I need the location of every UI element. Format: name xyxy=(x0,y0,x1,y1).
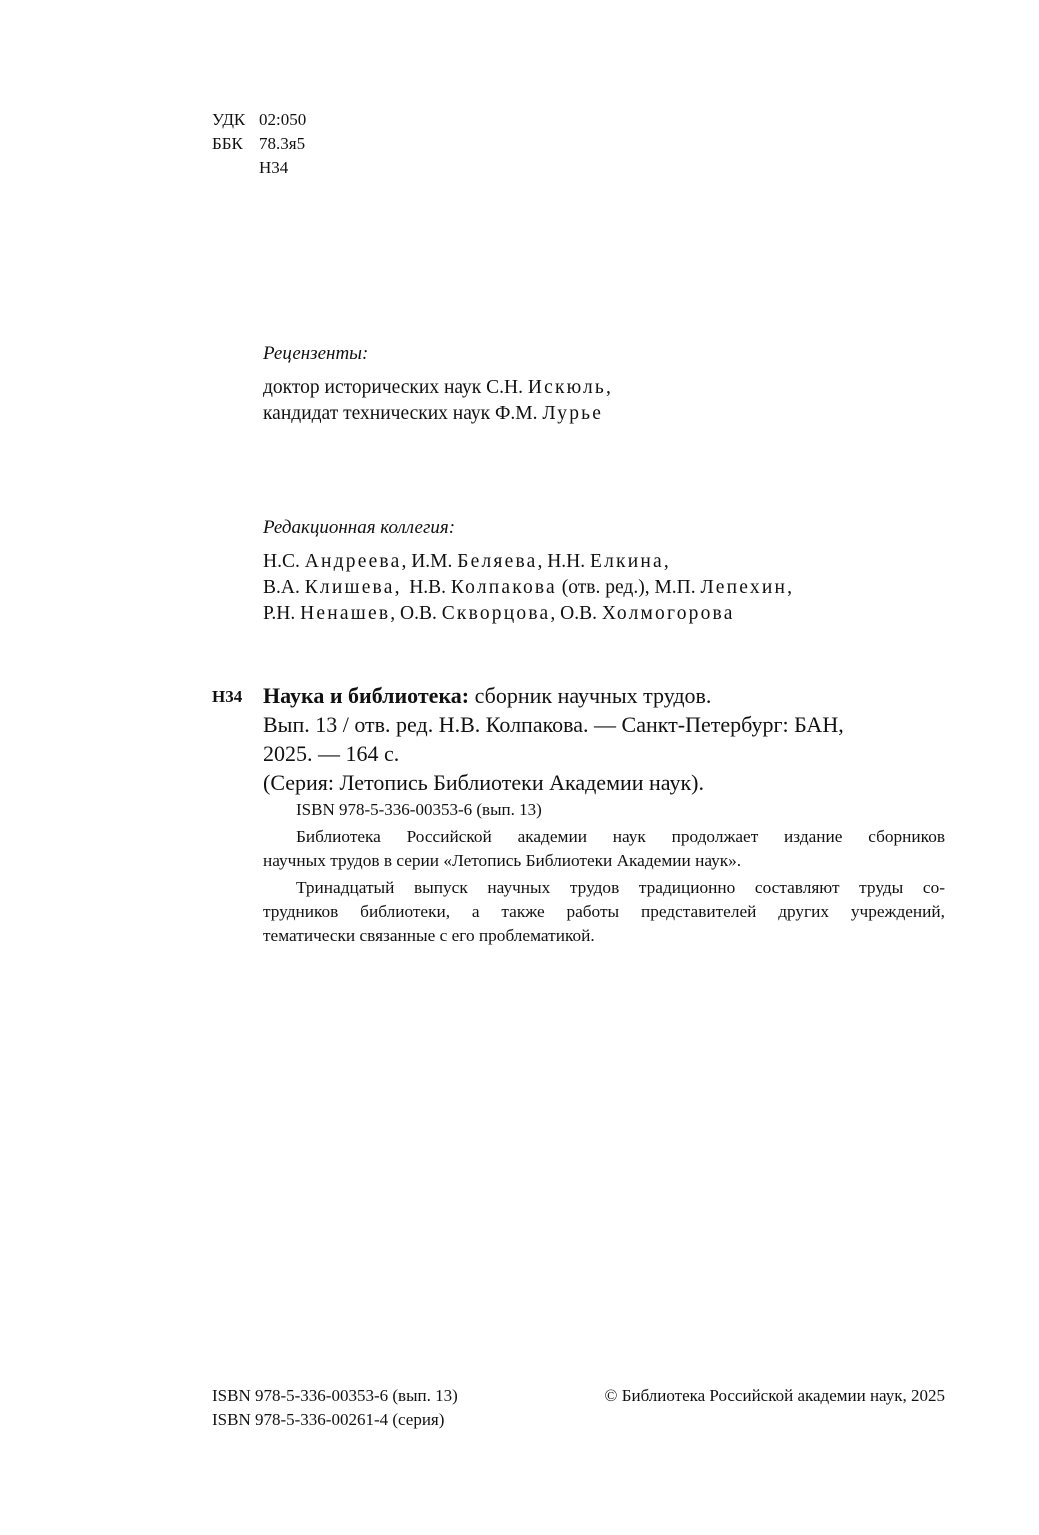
udk-label: УДК xyxy=(212,110,246,129)
footer-copyright: © Библиотека Российской академии наук, 2025 xyxy=(604,1386,945,1405)
reviewers-heading: Рецензенты: xyxy=(263,343,369,364)
board-member-surname: Холмогорова xyxy=(601,603,735,624)
record-imprint-line: Вып. 13 / отв. ред. Н.В. Колпакова. — Санкт-Петербург: БАН, xyxy=(263,712,844,737)
board-member-separator: , xyxy=(537,551,548,572)
bibliographic-record xyxy=(263,681,844,797)
reviewers-list xyxy=(263,375,611,427)
board-member-separator: (отв. ред.), xyxy=(556,577,655,598)
board-member-surname: Клишева xyxy=(304,577,395,598)
author-sign-line xyxy=(212,156,306,180)
record-title: Наука и библиотека: xyxy=(263,683,470,708)
reviewer-1: доктор исторических наук С.Н. Искюль, xyxy=(263,377,611,398)
board-member-initials: Н.Н. xyxy=(547,551,590,572)
board-member-separator: , xyxy=(663,551,669,572)
board-member-initials: Р.Н. xyxy=(263,603,301,624)
udk-line xyxy=(212,108,306,132)
annotation-paragraph-1: Библиотека Российской академии наук продолжает издание сборников научных трудов в серии «Летопись Библиотеки Академии наук». xyxy=(263,827,945,870)
board-member-initials: Н.В. xyxy=(409,577,451,598)
board-member-separator: , xyxy=(550,603,561,624)
classification-block xyxy=(212,108,306,180)
record-title-line xyxy=(263,681,844,710)
author-sign: Н34 xyxy=(259,158,289,177)
annotation-paragraph-2: Тринадцатый выпуск научных трудов традиционно составляют труды со- трудников библиотеки, а также работы представителей других учреждений, тематически связанные с его проблематикой. xyxy=(263,878,945,945)
bbk-value: 78.3я5 xyxy=(259,134,306,153)
bbk-line xyxy=(212,132,306,156)
board-member-initials: О.В. xyxy=(560,603,602,624)
record-year-pages: 2025. — 164 с. xyxy=(263,741,400,766)
board-member-surname: Скворцова xyxy=(441,603,551,624)
udk-value: 02:050 xyxy=(259,110,307,129)
record-isbn: ISBN 978-5-336-00353-6 (вып. 13) xyxy=(296,800,542,819)
record-series: (Серия: Летопись Библиотеки Академии наук). xyxy=(263,770,704,795)
board-member-initials: О.В. xyxy=(399,603,442,624)
footer-isbn-series: ISBN 978-5-336-00261-4 (серия) xyxy=(212,1410,445,1429)
board-member-surname: Колпакова xyxy=(450,577,557,598)
board-member-separator: , xyxy=(390,603,400,624)
board-member-initials: В.А. xyxy=(263,577,305,598)
board-member-surname: Андреева xyxy=(304,551,402,572)
footer-isbn-issue: ISBN 978-5-336-00353-6 (вып. 13) xyxy=(212,1386,458,1405)
board-member-separator: , xyxy=(787,577,792,598)
editorial-board-line xyxy=(263,601,792,627)
board-member-surname: Елкина xyxy=(590,551,664,572)
board-member-surname: Беляева xyxy=(457,551,538,572)
reviewer-2-surname: Лурье xyxy=(542,403,604,424)
footer-isbn-block xyxy=(212,1384,458,1432)
reviewer-1-surname: Искюль xyxy=(527,377,606,398)
bbk-label: ББК xyxy=(212,134,243,153)
reviewer-2: кандидат технических наук Ф.М. Лурье xyxy=(263,403,604,424)
editorial-board-line xyxy=(263,575,792,601)
board-member-initials: Н.С. xyxy=(263,551,305,572)
board-member-separator: , xyxy=(394,577,410,598)
editorial-board-heading: Редакционная коллегия: xyxy=(263,517,456,538)
board-member-separator: , xyxy=(401,551,412,572)
board-member-initials: М.П. xyxy=(654,577,701,598)
record-code: Н34 xyxy=(212,687,243,706)
record-subtitle: сборник научных трудов. xyxy=(469,683,712,708)
board-member-initials: И.М. xyxy=(411,551,458,572)
board-member-surname: Лепехин xyxy=(700,577,788,598)
editorial-board-line xyxy=(263,549,792,575)
board-member-surname: Ненашев xyxy=(300,603,391,624)
editorial-board-list xyxy=(263,549,792,627)
